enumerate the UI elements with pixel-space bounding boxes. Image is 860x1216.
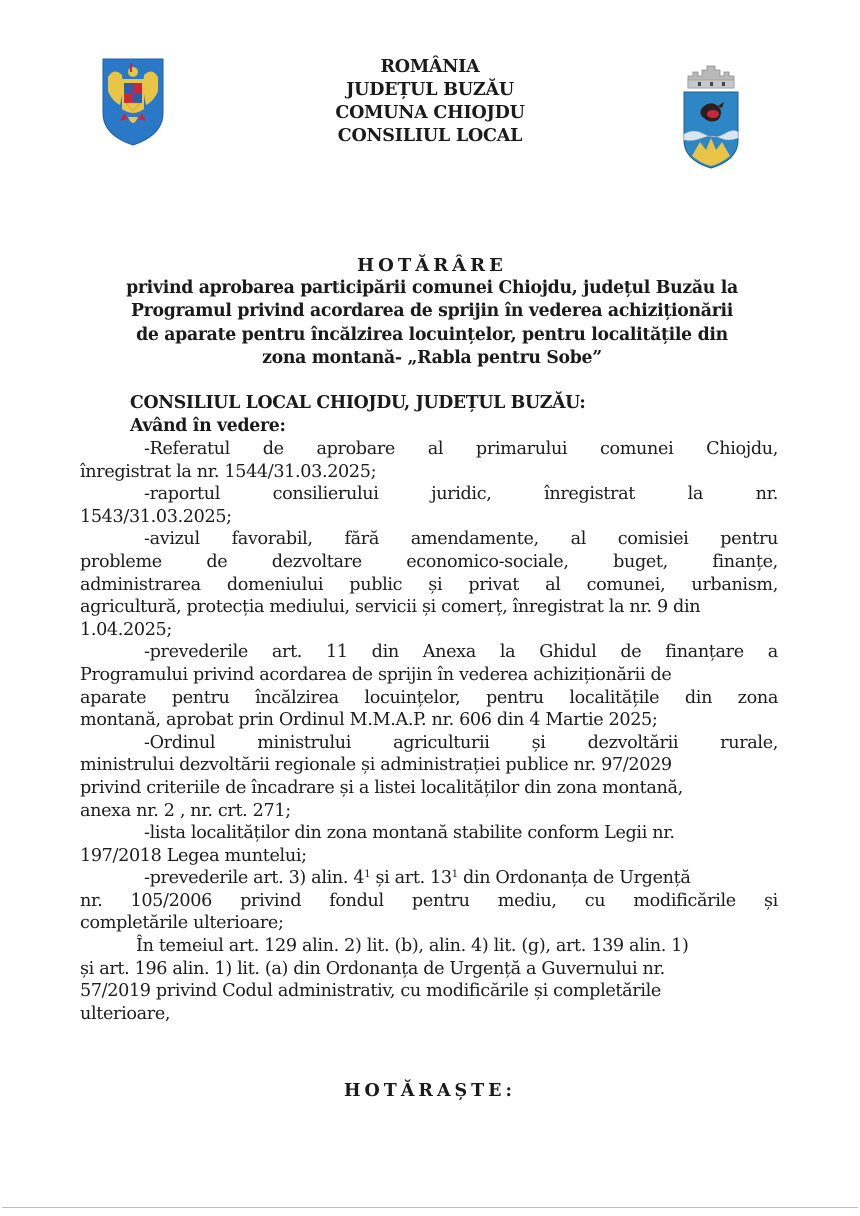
paragraph-ordin-line bbox=[80, 732, 778, 755]
paragraph-aviz-line bbox=[80, 551, 778, 574]
header-country: ROMÂNIA bbox=[380, 57, 480, 77]
paragraph-ordin-line: privind criteriile de încadrare și a listei localităților din zona montană, bbox=[80, 777, 683, 798]
word: privat bbox=[468, 574, 520, 595]
word: primarului bbox=[475, 439, 568, 459]
word: 105/2006 bbox=[130, 890, 212, 911]
council-heading: CONSILIUL LOCAL CHIOJDU, JUDEȚUL BUZĂU: bbox=[130, 393, 586, 413]
considering-heading: Având în vedere: bbox=[130, 416, 286, 436]
paragraph-temei-line: ulterioare, bbox=[80, 1003, 171, 1024]
word: a bbox=[767, 642, 778, 663]
text-segment: din Ordonanța de Urgență bbox=[457, 868, 691, 889]
word: -Referatul bbox=[144, 439, 230, 459]
word: și bbox=[763, 890, 778, 911]
word: cu bbox=[584, 890, 606, 911]
word: înregistrat bbox=[544, 484, 635, 505]
word: rurale, bbox=[720, 732, 778, 753]
word: din bbox=[371, 642, 399, 663]
word: favorabil, bbox=[231, 529, 313, 550]
text-segment: și art. 13 bbox=[370, 868, 452, 889]
paragraph-ghid-line: montană, aprobat prin Ordinul M.M.A.P. nr. 606 din 4 Martie 2025; bbox=[80, 710, 658, 731]
word: consilierului bbox=[272, 484, 379, 505]
word: pentru bbox=[411, 890, 470, 911]
paragraph-raport-line: 1543/31.03.2025; bbox=[80, 506, 232, 527]
considerations-body bbox=[80, 438, 778, 1025]
word: de bbox=[620, 642, 642, 663]
word: dezvoltării bbox=[587, 732, 679, 753]
romania-coat-of-arms-icon bbox=[100, 55, 166, 147]
word: pentru bbox=[720, 529, 778, 550]
word: locuințelor, bbox=[364, 687, 461, 708]
paragraph-temei-line: și art. 196 alin. 1) lit. (a) din Ordonanța de Urgență a Guvernului nr. bbox=[80, 958, 665, 979]
document-type: HOTĂRÂRE bbox=[357, 255, 507, 276]
word: modificările bbox=[633, 890, 736, 911]
chiojdu-coat-of-arms-icon bbox=[680, 62, 742, 170]
title-subject-line: zona montană- „Rabla pentru Sobe” bbox=[262, 347, 602, 368]
word: comunei, bbox=[586, 574, 666, 595]
word: la bbox=[499, 642, 516, 663]
intro-block bbox=[130, 392, 585, 438]
title-subject-line: de aparate pentru încălzirea locuințelor, pentru localitățile din bbox=[136, 324, 728, 345]
paragraph-lista-line: 197/2018 Legea muntelui; bbox=[80, 845, 307, 866]
word: al bbox=[570, 529, 586, 550]
word: 11 bbox=[326, 642, 348, 663]
title-subject-line: Programul privind acordarea de sprijin în vederea achiziționării bbox=[130, 301, 734, 322]
word: -prevederile bbox=[144, 642, 248, 663]
word: agriculturii bbox=[393, 732, 490, 753]
paragraph-temei-line: În temeiul art. 129 alin. 2) lit. (b), alin. 4) lit. (g), art. 139 alin. 1) bbox=[136, 936, 689, 957]
word: zona bbox=[737, 687, 778, 708]
word: domeniului bbox=[226, 574, 324, 595]
word: fondul bbox=[329, 890, 384, 911]
header-county: JUDEȚUL BUZĂU bbox=[346, 80, 514, 100]
paragraph-temei-line: 57/2019 privind Codul administrativ, cu modificările și completările bbox=[80, 981, 661, 1002]
word: finanțe, bbox=[712, 551, 778, 572]
word: juridic, bbox=[431, 484, 492, 505]
superscript: 1 bbox=[451, 869, 458, 881]
word: al bbox=[427, 439, 444, 459]
word: de bbox=[206, 551, 228, 572]
paragraph-referat-line bbox=[80, 438, 778, 461]
paragraph-oug-line: completările ulterioare; bbox=[80, 913, 284, 934]
header-commune: COMUNA CHIOJDU bbox=[335, 103, 525, 123]
word: -avizul bbox=[144, 529, 200, 550]
paragraph-aviz-line: 1.04.2025; bbox=[80, 619, 172, 640]
word: aprobare bbox=[316, 439, 395, 459]
paragraph-oug-line bbox=[80, 890, 778, 913]
page-bottom-rule bbox=[2, 1207, 858, 1208]
word: și bbox=[531, 732, 546, 753]
paragraph-aviz-line: agricultură, protecția mediului, servicii și comerț, înregistrat la nr. 9 din bbox=[80, 597, 701, 618]
word: art. bbox=[271, 642, 303, 663]
word: comunei bbox=[599, 439, 674, 459]
word: din bbox=[684, 687, 713, 708]
word: probleme bbox=[80, 551, 162, 572]
paragraph-referat-line: înregistrat la nr. 1544/31.03.2025; bbox=[80, 461, 377, 482]
word: de bbox=[262, 439, 284, 459]
word: Ghidul bbox=[539, 642, 597, 663]
paragraph-ghid-line bbox=[80, 687, 778, 710]
text-segment: -prevederile art. 3) alin. 4 bbox=[144, 868, 365, 889]
word: public bbox=[349, 574, 403, 595]
word: pentru bbox=[171, 687, 230, 708]
word: buget, bbox=[613, 551, 668, 572]
word: urbanism, bbox=[691, 574, 778, 595]
word: mediu, bbox=[497, 890, 557, 911]
paragraph-aviz-line bbox=[80, 574, 778, 597]
word: la bbox=[687, 484, 703, 505]
word: amendamente, bbox=[410, 529, 539, 550]
paragraph-ordin-line: anexa nr. 2 , nr. crt. 271; bbox=[80, 800, 291, 821]
header-council: CONSILIUL LOCAL bbox=[337, 126, 523, 146]
word: Anexa bbox=[422, 642, 476, 663]
word: finanțare bbox=[665, 642, 744, 663]
word: nr. bbox=[755, 484, 778, 505]
word: pentru bbox=[485, 687, 544, 708]
word: ministrului bbox=[257, 732, 352, 753]
paragraph-ordin-line: ministrului dezvoltării regionale și administrației publice nr. 97/2029 bbox=[80, 755, 672, 776]
paragraph-aviz-line bbox=[80, 528, 778, 551]
decision-title bbox=[92, 254, 772, 370]
word: privind bbox=[240, 890, 302, 911]
word: nr. bbox=[80, 890, 103, 911]
word: administrarea bbox=[80, 574, 201, 595]
word: încălzirea bbox=[255, 687, 339, 708]
word: fără bbox=[344, 529, 379, 550]
decision-heading: HOTĂRAȘTE: bbox=[344, 1081, 516, 1101]
word: aparate bbox=[80, 687, 147, 708]
word: -Ordinul bbox=[144, 732, 216, 753]
word: comisiei bbox=[617, 529, 689, 550]
word: localitățile bbox=[569, 687, 660, 708]
paragraph-raport-line bbox=[80, 483, 778, 506]
superscript: 1 bbox=[364, 869, 371, 881]
word: dezvoltare bbox=[271, 551, 362, 572]
paragraph-oug-line bbox=[80, 867, 778, 890]
paragraph-lista-line: -lista localităților din zona montană stabilite conform Legii nr. bbox=[144, 823, 675, 844]
word: economico-sociale, bbox=[406, 551, 569, 572]
word: al bbox=[545, 574, 561, 595]
word: și bbox=[428, 574, 443, 595]
paragraph-ghid-line bbox=[80, 641, 778, 664]
issuer-header bbox=[230, 56, 630, 148]
paragraph-ghid-line: Programului privind acordarea de sprijin în vederea achiziționării de bbox=[80, 664, 672, 685]
word: Chiojdu, bbox=[706, 439, 778, 459]
word: -raportul bbox=[144, 484, 220, 505]
title-subject-line: privind aprobarea participării comunei Chiojdu, județul Buzău la bbox=[126, 278, 738, 299]
